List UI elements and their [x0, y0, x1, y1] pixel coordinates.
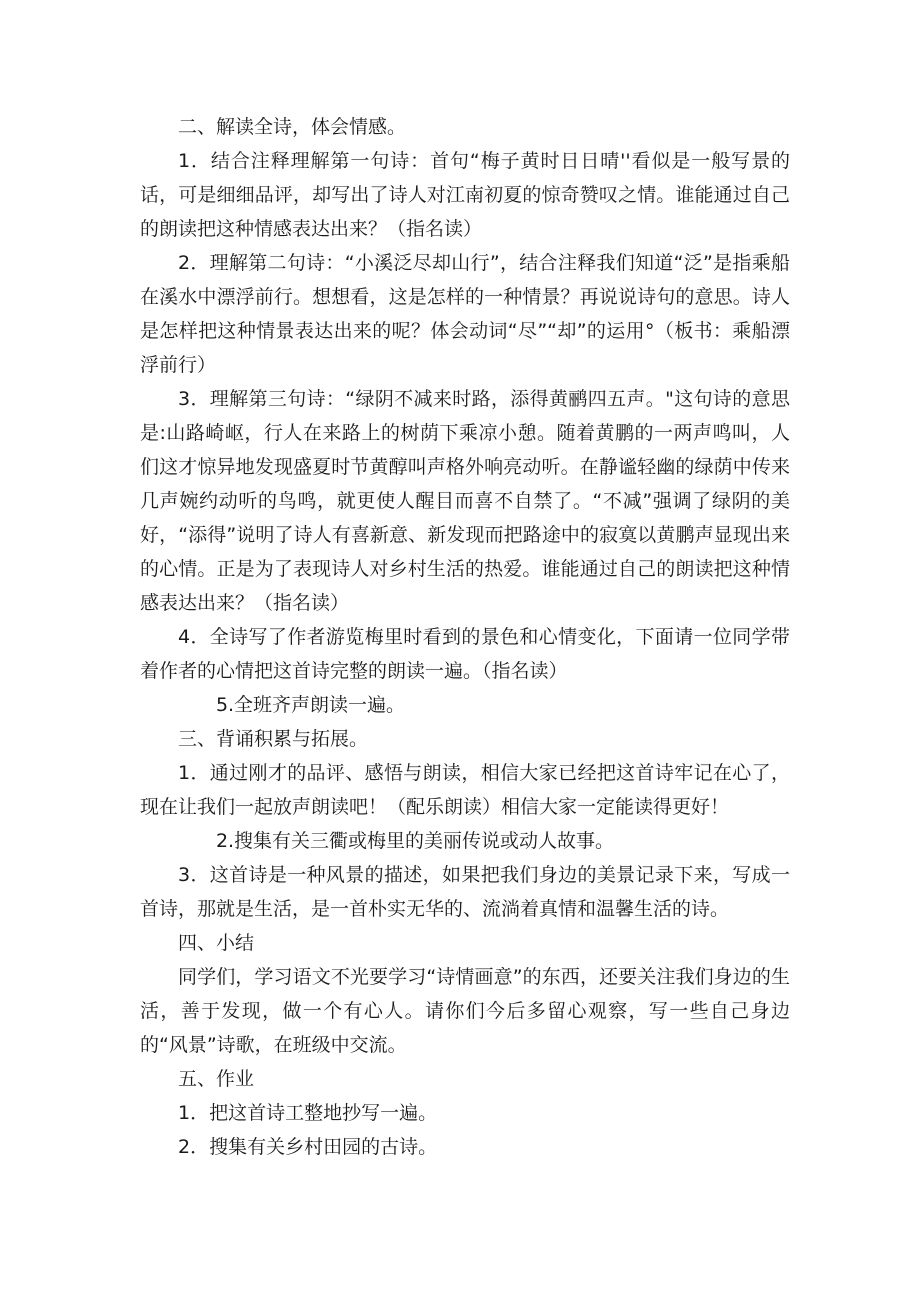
paragraph	[140, 824, 790, 858]
paragraph: 3．这首诗是一种风景的描述，如果把我们身边的美景记录下来，写成一首诗，那就是生活，是一首朴实无华的、流淌着真情和温馨生活的诗。	[140, 864, 790, 920]
item-number: 5	[216, 694, 229, 716]
paragraph: 3．理解第三句诗：“绿阴不减来时路，添得黄鹂四五声。"这句诗的意思是:山路崎岖，行人在来路上的树荫下乘凉小憩。随着黄鹏的一两声鸣叫，人们这才惊异地发现盛夏时节黄醇叫声格外响亮动听。在静谧轻幽的绿荫中传来几声婉约动听的鸟鸣，就更使人醒目而喜不自禁了。“不减”强调了绿阴的美好，“添得”说明了诗人有喜新意、新发现而把路途中的寂寞以黄鹏声显现出来的心情。正是为了表现诗人对乡村生活的热爱。谁能通过自己的朗读把这种情感表达出来？（指名读）	[140, 388, 790, 614]
paragraph: 4．全诗写了作者游览梅里时看到的景色和心情变化，下面请一位同学带着作者的心情把这首诗完整的朗读一遍。（指名读）	[140, 626, 790, 682]
section-heading-2: 二、解读全诗，体会情感。	[178, 116, 407, 138]
section-heading-3: 三、背诵积累与拓展。	[178, 728, 369, 750]
paragraph: 2．搜集有关乡村田园的古诗。	[178, 1136, 438, 1158]
section-heading-4: 四、小结	[178, 932, 255, 954]
item-text: .全班齐声朗读一遍。	[228, 694, 406, 716]
paragraph: 1．结合注释理解第一句诗：首句“梅子黄时日日晴''看似是一般写景的话，可是细细品评，却写出了诗人对江南初夏的惊奇赞叹之情。谁能通过自己的朗读把这种情感表达出来？（指名读）	[140, 150, 790, 240]
document-body	[140, 110, 790, 1164]
paragraph: 2．理解第二句诗：“小溪泛尽却山行”，结合注释我们知道“泛”是指乘船在溪水中漂浮前行。想想看，这是怎样的一种情景？再说说诗句的意思。诗人是怎样把这种情景表达出来的呢？体会动词“尽”“却”的运用°（板书：乘船漂浮前行）	[140, 252, 790, 376]
item-text: .搜集有关三衢或梅里的美丽传说或动人故事。	[228, 830, 615, 852]
paragraph	[140, 688, 790, 722]
section-heading-5: 五、作业	[178, 1068, 255, 1090]
paragraph: 1．把这首诗工整地抄写一遍。	[178, 1102, 438, 1124]
paragraph: 1．通过刚才的品评、感悟与朗读，相信大家已经把这首诗牢记在心了，现在让我们一起放声朗读吧！（配乐朗读）相信大家一定能读得更好！	[140, 762, 790, 818]
item-number: 2	[216, 830, 229, 852]
paragraph: 同学们，学习语文不光要学习“诗情画意”的东西，还要关注我们身边的生活，善于发现，做一个有心人。请你们今后多留心观察，写一些自己身边的“风景”诗歌，在班级中交流。	[140, 966, 790, 1056]
